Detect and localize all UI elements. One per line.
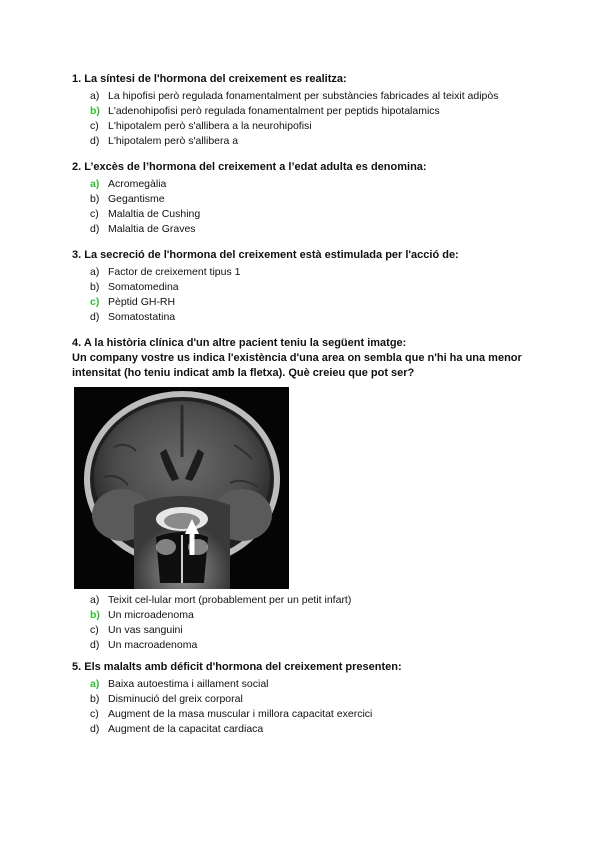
option-text: Somatostatina: [108, 311, 176, 323]
option-text: Disminució del greix corporal: [108, 693, 243, 705]
option-letter: b): [90, 693, 100, 705]
option-text: Augment de la capacitat cardiaca: [108, 723, 264, 735]
option-letter: a): [90, 90, 100, 102]
option-d: [72, 638, 542, 653]
question-subtitle: Un company vostre us indica l'existència d'una area on sembla que n'hi ha una menor intensitat (ho teniu indicat amb la fletxa). Què creieu que pot ser?: [72, 352, 522, 379]
option-c: [72, 119, 542, 134]
option-text: Malaltia de Graves: [108, 223, 196, 235]
question-1: [72, 72, 542, 149]
option-text: Malaltia de Cushing: [108, 208, 201, 220]
option-letter-correct: b): [90, 105, 100, 117]
option-b: [72, 608, 542, 623]
option-letter: c): [90, 624, 99, 636]
option-text: Acromegàlia: [108, 178, 167, 190]
option-b: [72, 192, 542, 207]
question-title: 3. La secreció de l'hormona del creixement està estimulada per l'acció de:: [72, 249, 459, 261]
mri-image: [74, 387, 289, 589]
option-text: L'hipotalem però s'allibera a: [108, 135, 239, 147]
option-b: [72, 104, 542, 119]
option-text: Baixa autoestima i aillament social: [108, 678, 269, 690]
question-3: [72, 248, 542, 325]
option-c: [72, 623, 542, 638]
option-text: Un microadenoma: [108, 609, 194, 621]
option-b: [72, 280, 542, 295]
option-c: [72, 707, 542, 722]
option-a: [72, 265, 542, 280]
question-5: [72, 660, 542, 737]
option-text: Factor de creixement tipus 1: [108, 266, 241, 278]
option-a: [72, 677, 542, 692]
option-list: [72, 265, 542, 325]
option-list: [72, 593, 542, 653]
option-text: Augment de la masa muscular i millora capacitat exercici: [108, 708, 373, 720]
option-d: [72, 310, 542, 325]
option-letter-correct: a): [90, 678, 100, 690]
option-text: Pèptid GH-RH: [108, 296, 176, 308]
option-text: Teixit cel-lular mort (probablement per un petit infart): [108, 594, 352, 606]
option-d: [72, 722, 542, 737]
question-2: [72, 160, 542, 237]
option-list: [72, 89, 542, 149]
option-letter: d): [90, 639, 100, 651]
option-d: [72, 222, 542, 237]
mri-scan-illustration: [74, 387, 289, 589]
question-title: 5. Els malalts amb déficit d'hormona del creixement presenten:: [72, 661, 402, 673]
option-a: [72, 177, 542, 192]
option-letter: c): [90, 708, 99, 720]
option-text: L'hipotalem però s'allibera a la neurohipofisi: [108, 120, 312, 132]
option-letter: d): [90, 135, 100, 147]
option-letter-correct: c): [90, 296, 100, 308]
option-letter: b): [90, 193, 100, 205]
question-4: [72, 336, 542, 653]
option-list: [72, 677, 542, 737]
option-letter: a): [90, 266, 100, 278]
option-letter: c): [90, 120, 99, 132]
option-c: [72, 295, 542, 310]
option-letter: a): [90, 594, 100, 606]
option-list: [72, 177, 542, 237]
option-text: Gegantisme: [108, 193, 165, 205]
option-a: [72, 593, 542, 608]
option-text: L'adenohipofisi però regulada fonamentalment per peptids hipotalamics: [108, 105, 440, 117]
question-title: 2. L’excès de l’hormona del creixement a l’edat adulta es denomina:: [72, 161, 427, 173]
option-letter-correct: a): [90, 178, 100, 190]
option-letter-correct: b): [90, 609, 100, 621]
option-letter: d): [90, 311, 100, 323]
option-letter: b): [90, 281, 100, 293]
question-title: 4. A la història clínica d'un altre pacient teniu la següent imatge:: [72, 337, 407, 349]
option-text: Un vas sanguini: [108, 624, 183, 636]
option-letter: d): [90, 223, 100, 235]
option-b: [72, 692, 542, 707]
option-text: Un macroadenoma: [108, 639, 198, 651]
option-letter: c): [90, 208, 99, 220]
option-text: Somatomedina: [108, 281, 179, 293]
option-text: La hipofisi però regulada fonamentalment per substàncies fabricades al teixit adipòs: [108, 90, 499, 102]
option-d: [72, 134, 542, 149]
option-a: [72, 89, 542, 104]
option-c: [72, 207, 542, 222]
question-title: 1. La síntesi de l'hormona del creixement es realitza:: [72, 73, 347, 85]
option-letter: d): [90, 723, 100, 735]
